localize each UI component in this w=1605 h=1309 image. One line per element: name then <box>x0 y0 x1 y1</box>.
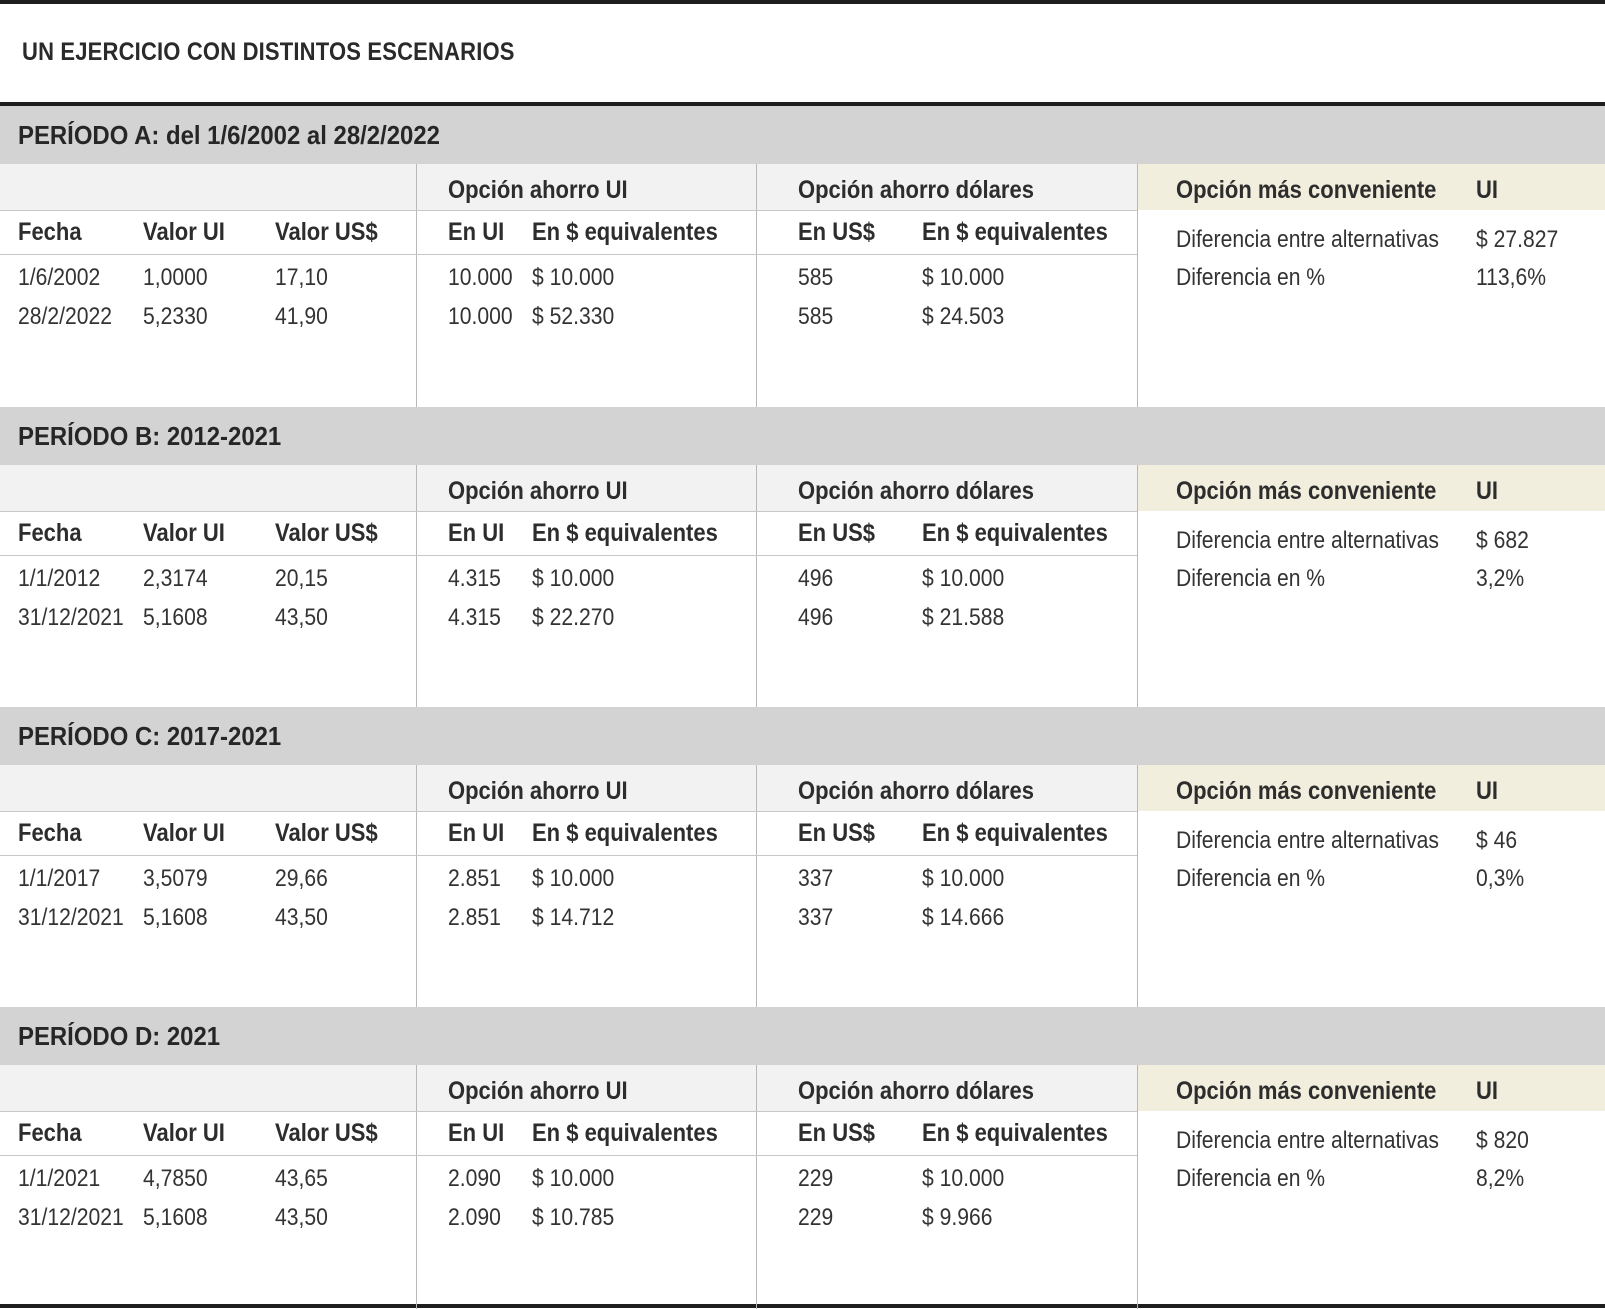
best-option-heading: Opción más conveniente <box>1176 477 1437 505</box>
difference-pct-value: 0,3% <box>1476 865 1525 892</box>
columns-rule <box>0 254 1137 255</box>
column-separator <box>1137 765 1138 1007</box>
valor-ui-header: Valor UI <box>143 1119 225 1147</box>
fecha-cell: 31/12/2021 <box>18 1204 124 1231</box>
ui-pesos-cell: $ 22.270 <box>532 604 615 631</box>
valor-usd-cell: 41,90 <box>275 303 328 330</box>
difference-value: $ 27.827 <box>1476 226 1559 253</box>
valor-ui-header: Valor UI <box>143 819 225 847</box>
column-separator <box>1137 465 1138 707</box>
en-ui-cell: 4.315 <box>448 565 501 592</box>
column-separator <box>416 1065 417 1309</box>
valor-ui-cell: 5,1608 <box>143 904 208 931</box>
en-usd-cell: 585 <box>798 303 834 330</box>
ui-pesos-header: En $ equivalentes <box>532 819 718 847</box>
header-rule <box>0 1111 1137 1112</box>
column-separator <box>416 465 417 707</box>
fecha-cell: 31/12/2021 <box>18 604 124 631</box>
valor-usd-cell: 43,50 <box>275 604 328 631</box>
en-usd-header: En US$ <box>798 819 876 847</box>
valor-usd-header: Valor US$ <box>275 218 378 246</box>
valor-ui-cell: 4,7850 <box>143 1165 208 1192</box>
ui-pesos-cell: $ 10.785 <box>532 1204 615 1231</box>
columns-rule <box>0 1155 1137 1156</box>
usd-pesos-cell: $ 14.666 <box>922 904 1005 931</box>
difference-label: Diferencia entre alternativas <box>1176 226 1439 253</box>
best-option-value: UI <box>1476 1077 1498 1105</box>
usd-pesos-header: En $ equivalentes <box>922 819 1108 847</box>
difference-pct-value: 8,2% <box>1476 1165 1525 1192</box>
ui-pesos-cell: $ 14.712 <box>532 904 615 931</box>
en-usd-cell: 337 <box>798 904 834 931</box>
en-ui-cell: 2.090 <box>448 1204 501 1231</box>
usd-option-heading: Opción ahorro dólares <box>798 1077 1034 1105</box>
usd-pesos-header: En $ equivalentes <box>922 1119 1108 1147</box>
header-rule <box>0 210 1137 211</box>
best-option-heading: Opción más conveniente <box>1176 1077 1437 1105</box>
valor-usd-cell: 43,50 <box>275 1204 328 1231</box>
fecha-header: Fecha <box>18 1119 82 1147</box>
en-ui-cell: 10.000 <box>448 264 513 291</box>
ui-pesos-cell: $ 10.000 <box>532 1165 615 1192</box>
ui-pesos-header: En $ equivalentes <box>532 519 718 547</box>
en-usd-cell: 229 <box>798 1204 834 1231</box>
period-title: PERÍODO B: 2012-2021 <box>18 421 282 451</box>
valor-usd-cell: 43,50 <box>275 904 328 931</box>
usd-pesos-cell: $ 10.000 <box>922 865 1005 892</box>
en-ui-header: En UI <box>448 1119 505 1147</box>
fecha-cell: 28/2/2022 <box>18 303 112 330</box>
column-separator <box>1137 1065 1138 1309</box>
ui-pesos-cell: $ 10.000 <box>532 865 615 892</box>
valor-ui-header: Valor UI <box>143 519 225 547</box>
en-ui-cell: 10.000 <box>448 303 513 330</box>
en-ui-header: En UI <box>448 218 505 246</box>
valor-usd-cell: 20,15 <box>275 565 328 592</box>
en-usd-header: En US$ <box>798 519 876 547</box>
valor-ui-header: Valor UI <box>143 218 225 246</box>
period-title: PERÍODO C: 2017-2021 <box>18 721 282 751</box>
en-ui-header: En UI <box>448 519 505 547</box>
valor-ui-cell: 5,1608 <box>143 604 208 631</box>
valor-usd-cell: 17,10 <box>275 264 328 291</box>
best-option-heading: Opción más conveniente <box>1176 777 1437 805</box>
period-title: PERÍODO A: del 1/6/2002 al 28/2/2022 <box>18 120 440 150</box>
best-option-value: UI <box>1476 777 1498 805</box>
column-separator <box>416 765 417 1007</box>
fecha-cell: 1/1/2017 <box>18 865 101 892</box>
columns-rule <box>0 855 1137 856</box>
usd-pesos-header: En $ equivalentes <box>922 519 1108 547</box>
difference-pct-label: Diferencia en % <box>1176 1165 1326 1192</box>
period-header <box>0 707 1605 765</box>
ui-option-heading: Opción ahorro UI <box>448 1077 628 1105</box>
ui-pesos-header: En $ equivalentes <box>532 218 718 246</box>
ui-pesos-cell: $ 10.000 <box>532 264 615 291</box>
column-separator <box>756 164 757 407</box>
fecha-header: Fecha <box>18 819 82 847</box>
fecha-cell: 1/1/2021 <box>18 1165 101 1192</box>
ui-option-heading: Opción ahorro UI <box>448 176 628 204</box>
difference-value: $ 682 <box>1476 527 1529 554</box>
fecha-header: Fecha <box>18 218 82 246</box>
ui-option-heading: Opción ahorro UI <box>448 477 628 505</box>
best-option-heading: Opción más conveniente <box>1176 176 1437 204</box>
usd-option-heading: Opción ahorro dólares <box>798 176 1034 204</box>
usd-pesos-cell: $ 10.000 <box>922 264 1005 291</box>
en-usd-cell: 585 <box>798 264 834 291</box>
fecha-cell: 31/12/2021 <box>18 904 124 931</box>
period-header <box>0 407 1605 465</box>
page-title: UN EJERCICIO CON DISTINTOS ESCENARIOS <box>22 38 515 66</box>
period-section <box>0 106 1605 407</box>
usd-pesos-cell: $ 21.588 <box>922 604 1005 631</box>
usd-pesos-cell: $ 9.966 <box>922 1204 993 1231</box>
period-section <box>0 707 1605 1007</box>
valor-usd-header: Valor US$ <box>275 1119 378 1147</box>
valor-ui-cell: 1,0000 <box>143 264 208 291</box>
difference-label: Diferencia entre alternativas <box>1176 827 1439 854</box>
en-ui-cell: 4.315 <box>448 604 501 631</box>
usd-pesos-header: En $ equivalentes <box>922 218 1108 246</box>
ui-pesos-cell: $ 10.000 <box>532 565 615 592</box>
valor-ui-cell: 3,5079 <box>143 865 208 892</box>
difference-pct-value: 3,2% <box>1476 565 1525 592</box>
header-rule <box>0 811 1137 812</box>
difference-value: $ 46 <box>1476 827 1518 854</box>
en-usd-header: En US$ <box>798 1119 876 1147</box>
fecha-cell: 1/1/2012 <box>18 565 101 592</box>
column-separator <box>756 765 757 1007</box>
period-header <box>0 106 1605 164</box>
difference-pct-label: Diferencia en % <box>1176 264 1326 291</box>
best-option-value: UI <box>1476 176 1498 204</box>
valor-usd-cell: 29,66 <box>275 865 328 892</box>
valor-usd-header: Valor US$ <box>275 819 378 847</box>
header-rule <box>0 511 1137 512</box>
en-usd-cell: 496 <box>798 565 834 592</box>
difference-label: Diferencia entre alternativas <box>1176 1127 1439 1154</box>
usd-option-heading: Opción ahorro dólares <box>798 477 1034 505</box>
period-section <box>0 407 1605 707</box>
best-option-value: UI <box>1476 477 1498 505</box>
period-title: PERÍODO D: 2021 <box>18 1021 221 1051</box>
column-separator <box>1137 164 1138 407</box>
difference-pct-value: 113,6% <box>1476 264 1547 291</box>
valor-usd-header: Valor US$ <box>275 519 378 547</box>
column-separator <box>416 164 417 407</box>
difference-value: $ 820 <box>1476 1127 1529 1154</box>
difference-label: Diferencia entre alternativas <box>1176 527 1439 554</box>
ui-pesos-cell: $ 52.330 <box>532 303 615 330</box>
valor-ui-cell: 5,1608 <box>143 1204 208 1231</box>
en-ui-cell: 2.851 <box>448 904 501 931</box>
ui-pesos-header: En $ equivalentes <box>532 1119 718 1147</box>
ui-option-heading: Opción ahorro UI <box>448 777 628 805</box>
valor-ui-cell: 5,2330 <box>143 303 208 330</box>
columns-rule <box>0 555 1137 556</box>
en-usd-header: En US$ <box>798 218 876 246</box>
usd-pesos-cell: $ 10.000 <box>922 1165 1005 1192</box>
period-header <box>0 1007 1605 1065</box>
fecha-header: Fecha <box>18 519 82 547</box>
valor-ui-cell: 2,3174 <box>143 565 208 592</box>
usd-pesos-cell: $ 10.000 <box>922 565 1005 592</box>
en-usd-cell: 229 <box>798 1165 834 1192</box>
column-separator <box>756 465 757 707</box>
period-section <box>0 1007 1605 1309</box>
difference-pct-label: Diferencia en % <box>1176 565 1326 592</box>
en-ui-cell: 2.090 <box>448 1165 501 1192</box>
en-ui-cell: 2.851 <box>448 865 501 892</box>
en-ui-header: En UI <box>448 819 505 847</box>
usd-pesos-cell: $ 24.503 <box>922 303 1005 330</box>
difference-pct-label: Diferencia en % <box>1176 865 1326 892</box>
column-separator <box>756 1065 757 1309</box>
fecha-cell: 1/6/2002 <box>18 264 101 291</box>
usd-option-heading: Opción ahorro dólares <box>798 777 1034 805</box>
valor-usd-cell: 43,65 <box>275 1165 328 1192</box>
en-usd-cell: 496 <box>798 604 834 631</box>
en-usd-cell: 337 <box>798 865 834 892</box>
